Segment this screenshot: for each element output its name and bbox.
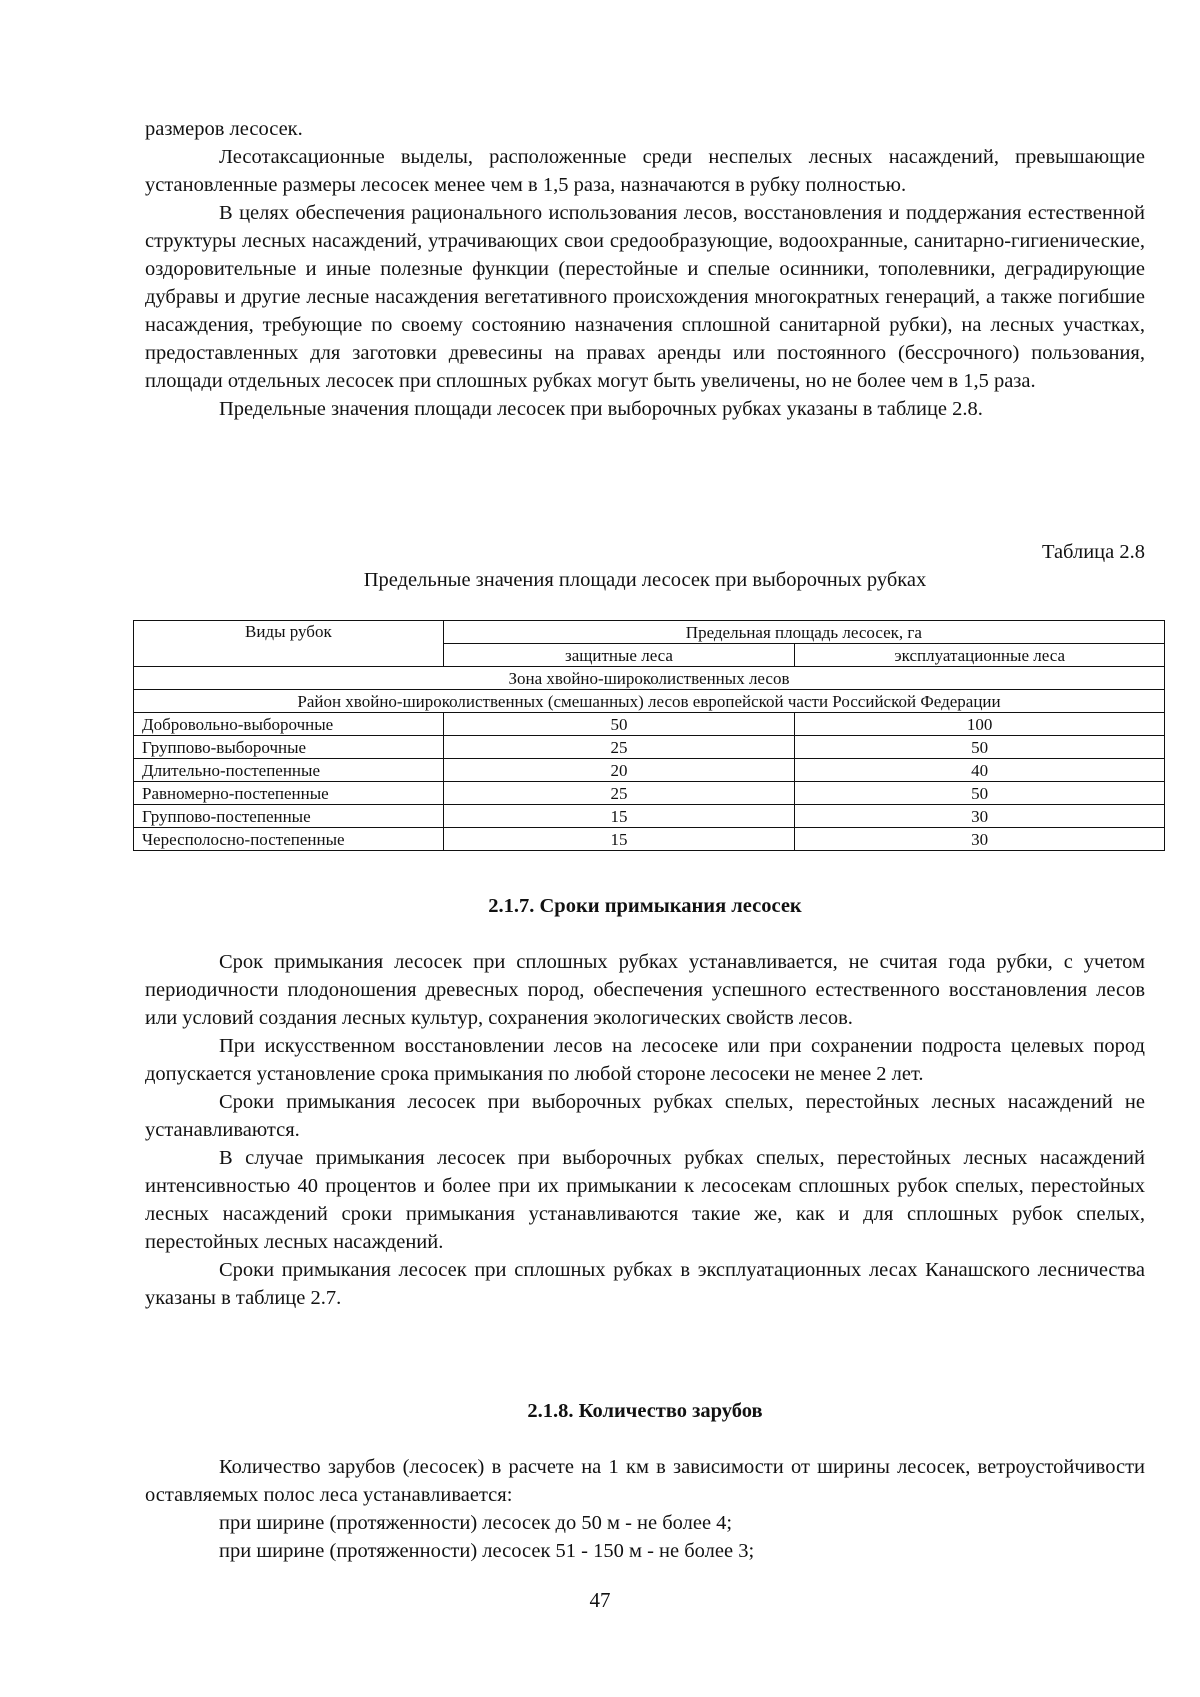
exploitation-value: 50 [795,736,1165,759]
region-label: Район хвойно-широколиственных (смешанных) лесов европейской части Российской Федерации [134,690,1165,713]
cutting-type-name: Группово-выборочные [134,736,444,759]
header-protective-forests: защитные леса [443,644,795,667]
table-header-row [134,621,1165,644]
zone-label: Зона хвойно-широколиственных лесов [134,667,1165,690]
paragraph-cut-count: Количество зарубов (лесосек) в расчете на 1 км в зависимости от ширины лесосек, ветроустойчивости оставляемых полос леса устанавливается: [145,1456,1145,1506]
exploitation-value: 100 [795,713,1165,736]
table-caption-block [145,538,1145,594]
paragraph-selective-no-term: Сроки примыкания лесосек при выборочных рубках спелых, перестойных лесных насаждений не устанавливаются. [145,1091,1145,1141]
list-item: при ширине (протяженности) лесосек до 50 м - не более 4; [219,1512,733,1534]
cutting-type-name: Группово-постепенные [134,805,444,828]
paragraph-table-reference: Предельные значения площади лесосек при выборочных рубках указаны в таблице 2.8. [219,398,983,420]
protective-value: 15 [443,805,795,828]
section-2-1-8 [145,1397,1145,1565]
exploitation-value: 40 [795,759,1165,782]
exploitation-value: 50 [795,782,1165,805]
paragraph-artificial-restoration: При искусственном восстановлении лесов на лесосеке или при сохранении подроста целевых пород допускается установление срока примыкания по любой стороне лесосеки не менее 2 лет. [145,1035,1145,1085]
paragraph-table-2-7-reference: Сроки примыкания лесосек при сплошных рубках в эксплуатационных лесах Канашского лесничества указаны в таблице 2.7. [145,1259,1145,1309]
exploitation-value: 30 [795,828,1165,851]
section-2-1-7 [145,892,1145,1312]
header-cutting-type: Виды рубок [134,621,444,667]
cutting-type-name: Длительно-постепенные [134,759,444,782]
paragraph-area-increase: В целях обеспечения рационального использования лесов, восстановления и поддержания естественной структуры лесных насаждений, утрачивающих свои средообразующие, водоохранные, санитарно-гигиенические, оздоровительные и иные полезные функции (перестойные и спелые осинники, тополевники, деградирующие дубравы и другие лесные насаждения вегетативного происхождения многократных генераций, а также погибшие насаждения, требующие по своему состоянию назначения сплошной санитарной рубки), на лесных участках, предоставленных для заготовки древесины на правах аренды или постоянного (бессрочного) пользования, площади отдельных лесосек при сплошных рубках могут быть увеличены, но не более чем в 1,5 раза. [145,202,1145,392]
table-row [134,782,1165,805]
table-row [134,713,1165,736]
table-title: Предельные значения площади лесосек при выборочных рубках [363,569,927,591]
cutting-type-name: Чересполосно-постепенные [134,828,444,851]
cutting-type-name: Равномерно-постепенные [134,782,444,805]
section-heading: 2.1.7. Сроки примыкания лесосек [488,895,802,917]
table-row [134,736,1165,759]
paragraph-neighbor-allotments: Лесотаксационные выделы, расположенные среди неспелых лесных насаждений, превышающие установленные размеры лесосек менее чем в 1,5 раза, назначаются в рубку полностью. [145,146,1145,196]
limit-area-table [133,620,1165,851]
upper-text [145,115,1145,423]
table-row [134,805,1165,828]
table-row [134,828,1165,851]
table-number: Таблица 2.8 [1041,541,1145,563]
paragraph-adjacency-term: Срок примыкания лесосек при сплошных рубках устанавливается, не считая года рубки, с учетом периодичности плодоношения древесных пород, обеспечения успешного естественного восстановления лесов или условий создания лесных культур, сохранения экологических свойств лесов. [145,951,1145,1029]
table-region-row [134,690,1165,713]
table-zone-row [134,667,1165,690]
section-heading: 2.1.8. Количество зарубов [527,1400,763,1422]
protective-value: 15 [443,828,795,851]
header-limit-area: Предельная площадь лесосек, га [443,621,1164,644]
table-row [134,759,1165,782]
protective-value: 20 [443,759,795,782]
protective-value: 25 [443,782,795,805]
paragraph-continuation: размеров лесосек. [145,118,303,140]
cutting-type-name: Добровольно-выборочные [134,713,444,736]
page-number: 47 [589,1588,611,1612]
protective-value: 50 [443,713,795,736]
list-item: при ширине (протяженности) лесосек 51 - 150 м - не более 3; [219,1540,755,1562]
protective-value: 25 [443,736,795,759]
paragraph-intensity-40: В случае примыкания лесосек при выборочных рубках спелых, перестойных лесных насаждений интенсивностью 40 процентов и более при их примыкании к лесосекам сплошных рубок спелых, перестойных лесных насаждений сроки примыкания устанавливаются такие же, как и для сплошных рубок спелых, перестойных лесных насаждений. [145,1147,1145,1253]
header-exploitation-forests: эксплуатационные леса [795,644,1165,667]
exploitation-value: 30 [795,805,1165,828]
